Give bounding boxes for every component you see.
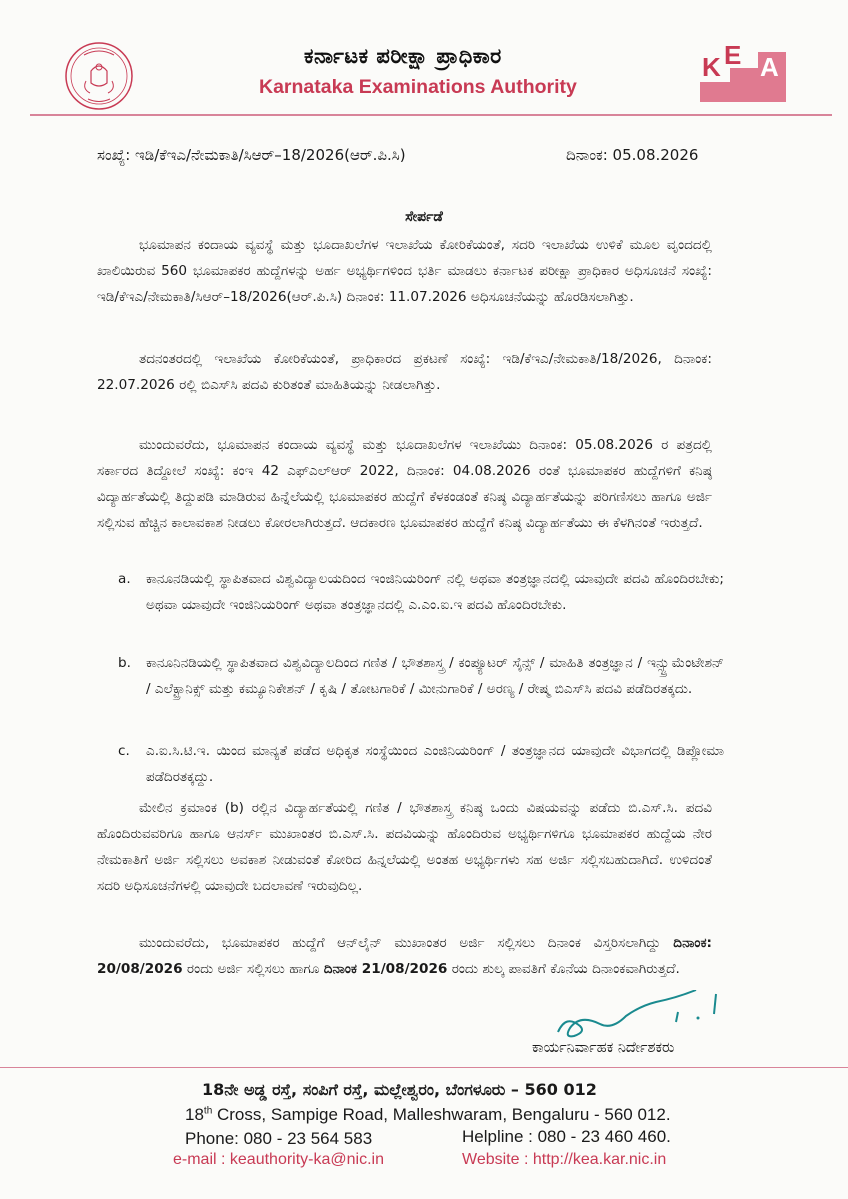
list-item-text: ಕಾನೂನಡಿಯಲ್ಲಿ ಸ್ಥಾಪಿತವಾದ ವಿಶ್ವವಿದ್ಯಾಲಯದಿಂದ ಇಂಜಿನಿಯರಿಂಗ್ ನಲ್ಲಿ ಅಥವಾ ತಂತ್ರಜ್ಞಾನದಲ್ಲಿ ಯಾವುದೇ ಪದವಿ ಹೊಂದಿರಬೇಕು; ಅಥವಾ ಯಾವುದೇ ಇಂಜಿನಿಯರಿಂಗ್ ಅಥವಾ ತಂತ್ರಜ್ಞಾನದಲ್ಲಿ ಎ.ಎಂ.ಐ.ಇ ಪದವಿ ಹೊಂದಿರಬೇಕು. bbox=[146, 571, 724, 613]
kea-logo-icon bbox=[700, 38, 786, 102]
paragraph-5-lead: ಮುಂದುವರೆದು, ಭೂಮಾಪಕರ ಹುದ್ದೆಗೆ ಆನ್‌ಲೈನ್ ಮುಖಾಂತರ ಅರ್ಜಿ ಸಲ್ಲಿಸಲು ದಿನಾಂಕ ವಿಸ್ತರಿಸಲಾಗಿದ್ದು bbox=[139, 935, 674, 951]
list-item bbox=[118, 650, 724, 702]
phone-number: Phone: 080 - 23 564 583 bbox=[185, 1129, 373, 1148]
list-item-marker: a. bbox=[118, 571, 131, 587]
header-rule bbox=[30, 114, 832, 116]
address-english-suffix: th bbox=[203, 1105, 213, 1117]
website-link[interactable]: Website : http://kea.kar.nic.in bbox=[462, 1151, 667, 1168]
paragraph-5-mid: ರಂದು ಅರ್ಜಿ ಸಲ್ಲಿಸಲು ಹಾಗೂ bbox=[182, 961, 324, 977]
list-item-text: ಎ.ಐ.ಸಿ.ಟಿ.ಇ. ಯಿಂದ ಮಾನ್ಯತೆ ಪಡೆದ ಅಧಿಕೃತ ಸಂಸ್ಥೆಯಿಂದ ಎಂಜಿನಿಯರಿಂಗ್ / ತಂತ್ರಜ್ಞಾನದ ಯಾವುದೇ ವಿಭಾಗದಲ್ಲಿ ಡಿಪ್ಲೋಮಾ ಪಡೆದಿರತಕ್ಕದ್ದು. bbox=[146, 743, 724, 785]
svg-text:E: E bbox=[724, 40, 742, 70]
svg-text:A: A bbox=[760, 52, 779, 82]
email-address[interactable]: e-mail : keauthority-ka@nic.in bbox=[173, 1151, 384, 1168]
karnataka-government-seal-icon bbox=[64, 41, 134, 111]
svg-text:K: K bbox=[702, 52, 721, 82]
reference-number: ಸಂಖ್ಯೆ: ಇಡಿ/ಕೆಇಎ/ನೇಮಕಾತಿ/ಸಿಆರ್–18/2026(ಆರ್.ಪಿ.ಸಿ) bbox=[97, 146, 406, 164]
paragraph-1: ಭೂಮಾಪನ ಕಂದಾಯ ವ್ಯವಸ್ಥೆ ಮತ್ತು ಭೂದಾಖಲೆಗಳ ಇಲಾಖೆಯ ಕೋರಿಕೆಯಂತೆ, ಸದರಿ ಇಲಾಖೆಯ ಉಳಿಕೆ ಮೂಲ ವೃಂದದಲ್ಲಿ ಖಾಲಿಯಿರುವ 560 ಭೂಮಾಪಕರ ಹುದ್ದೆಗಳನ್ನು ಅರ್ಹ ಅಭ್ಯರ್ಥಿಗಳಿಂದ ಭರ್ತಿ ಮಾಡಲು ಕರ್ನಾಟಕ ಪರೀಕ್ಷಾ ಪ್ರಾಧಿಕಾರ ಅಧಿಸೂಚನೆ ಸಂಖ್ಯೆ: ಇಡಿ/ಕೆಇಎ/ನೇಮಕಾತಿ/ಸಿಆರ್–18/2026(ಆರ್.ಪಿ.ಸಿ) ದಿನಾಂಕ: 11.07.2026 ಅಧಿಸೂಚನೆಯನ್ನು ಹೊರಡಿಸಲಾಗಿತ್ತು. bbox=[97, 237, 712, 305]
list-item-marker: c. bbox=[118, 743, 130, 759]
address-english-number: 18 bbox=[185, 1105, 204, 1124]
authority-title-english: Karnataka Examinations Authority bbox=[259, 76, 577, 98]
reference-date: ದಿನಾಂಕ: 05.08.2026 bbox=[566, 146, 699, 164]
address-english bbox=[185, 1105, 671, 1125]
helpline-number: Helpline : 080 - 23 460 460. bbox=[462, 1127, 671, 1146]
address-kannada: 18ನೇ ಅಡ್ಡ ರಸ್ತೆ, ಸಂಪಿಗೆ ರಸ್ತೆ, ಮಲ್ಲೇಶ್ವರಂ, ಬೆಂಗಳೂರು – 560 012 bbox=[202, 1080, 597, 1099]
paragraph-4: ಮೇಲಿನ ಕ್ರಮಾಂಕ (b) ರಲ್ಲಿನ ವಿದ್ಯಾರ್ಹತೆಯಲ್ಲಿ ಗಣಿತ / ಭೌತಶಾಸ್ತ್ರ ಕನಿಷ್ಠ ಒಂದು ವಿಷಯವನ್ನು ಪಡೆದು ಬಿ.ಎಸ್.ಸಿ. ಪದವಿ ಹೊಂದಿರುವವರಿಗೂ ಹಾಗೂ ಆನರ್ಸ್ ಮುಖಾಂತರ ಬಿ.ಎಸ್.ಸಿ. ಪದವಿಯನ್ನು ಹೊಂದಿರುವ ಅಭ್ಯರ್ಥಿಗಳಿಗೂ ಭೂಮಾಪಕರ ಹುದ್ದೆಯ ನೇರ ನೇಮಕಾತಿಗೆ ಅರ್ಜಿ ಸಲ್ಲಿಸಲು ಅವಕಾಶ ನೀಡುವಂತೆ ಕೋರಿದ ಹಿನ್ನಲೆಯಲ್ಲಿ ಅಂತಹ ಅಭ್ಯರ್ಥಿಗಳು ಸಹ ಅರ್ಜಿ ಸಲ್ಲಿಸಬಹುದಾಗಿದೆ. ಉಳಿದಂತೆ ಸದರಿ ಅಧಿಸೂಚನೆಗಳಲ್ಲಿ ಯಾವುದೇ ಬದಲಾವಣೆ ಇರುವುದಿಲ್ಲ. bbox=[97, 800, 712, 894]
footer-rule bbox=[0, 1067, 848, 1068]
subject-heading: ಸೇರ್ಪಡೆ bbox=[405, 209, 443, 225]
list-item-marker: b. bbox=[118, 655, 131, 671]
paragraph-2: ತದನಂತರದಲ್ಲಿ ಇಲಾಖೆಯ ಕೋರಿಕೆಯಂತೆ, ಪ್ರಾಧಿಕಾರದ ಪ್ರಕಟಣೆ ಸಂಖ್ಯೆ: ಇಡಿ/ಕೆಇಎ/ನೇಮಕಾತಿ/18/2026, ದಿನಾಂಕ: 22.07.2026 ರಲ್ಲಿ ಬಿಎಸ್‌ಸಿ ಪದವಿ ಕುರಿತಂತೆ ಮಾಹಿತಿಯನ್ನು ನೀಡಲಾಗಿತ್ತು. bbox=[97, 351, 712, 393]
application-deadline: ದಿನಾಂಕ: 20/08/2026 bbox=[97, 935, 712, 977]
list-item bbox=[118, 738, 724, 790]
paragraph-5-tail: ರಂದು ಶುಲ್ಕ ಪಾವತಿಗೆ ಕೊನೆಯ ದಿನಾಂಕವಾಗಿರುತ್ತದೆ. bbox=[447, 961, 680, 977]
list-item bbox=[118, 566, 724, 618]
signatory-title: ಕಾರ್ಯನಿರ್ವಾಹಕ ನಿರ್ದೇಶಕರು bbox=[532, 1040, 675, 1056]
paragraph-3: ಮುಂದುವರೆದು, ಭೂಮಾಪನ ಕಂದಾಯ ವ್ಯವಸ್ಥೆ ಮತ್ತು ಭೂದಾಖಲೆಗಳ ಇಲಾಖೆಯು ದಿನಾಂಕ: 05.08.2026 ರ ಪತ್ರದಲ್ಲಿ ಸರ್ಕಾರದ ತಿದ್ದೋಲೆ ಸಂಖ್ಯೆ: ಕಂಇ 42 ಎಫ್‌ಎಲ್‌ಆರ್ 2022, ದಿನಾಂಕ: 04.08.2026 ರಂತೆ ಭೂಮಾಪಕರ ಹುದ್ದೆಗಳಿಗೆ ಕನಿಷ್ಠ ವಿದ್ಯಾರ್ಹತೆಯಲ್ಲಿ ತಿದ್ದುಪಡಿ ಮಾಡಿರುವ ಹಿನ್ನೆಲೆಯಲ್ಲಿ ಭೂಮಾಪಕರ ಹುದ್ದೆಗೆ ಕೆಳಕಂಡಂತೆ ಕನಿಷ್ಠ ವಿದ್ಯಾರ್ಹತೆಯನ್ನು ಪರಿಗಣಿಸಲು ಹಾಗೂ ಅರ್ಜಿ ಸಲ್ಲಿಸುವ ಹೆಚ್ಚಿನ ಕಾಲಾವಕಾಶ ನೀಡಲು ಕೋರಲಾಗಿರುತ್ತದೆ. ಆದಕಾರಣ ಭೂಮಾಪಕರ ಹುದ್ದೆಗೆ ಕನಿಷ್ಠ ವಿದ್ಯಾರ್ಹತೆಯು ಈ ಕೆಳಗಿನಂತೆ ಇರುತ್ತದೆ. bbox=[97, 437, 712, 531]
address-english-rest: Cross, Sampige Road, Malleshwaram, Bengaluru - 560 012. bbox=[212, 1105, 671, 1124]
paragraph-5 bbox=[97, 930, 712, 982]
list-item-text: ಕಾನೂನಿನಡಿಯಲ್ಲಿ ಸ್ಥಾಪಿತವಾದ ವಿಶ್ವವಿದ್ಯಾಲದಿಂದ ಗಣಿತ / ಭೌತಶಾಸ್ತ್ರ / ಕಂಪ್ಯೂಟರ್ ಸೈನ್ಸ್ / ಮಾಹಿತಿ ತಂತ್ರಜ್ಞಾನ / ಇನ್ಸ್ಟ್ರುಮೆಂಟೇಶನ್ / ಎಲೆಕ್ಟ್ರಾನಿಕ್ಸ್ ಮತ್ತು ಕಮ್ಯೂನಿಕೇಶನ್ / ಕೃಷಿ / ತೋಟಗಾರಿಕೆ / ಮೀನುಗಾರಿಕೆ / ಅರಣ್ಯ / ರೇಷ್ಮ ಬಿಎಸ್‌ಸಿ ಪದವಿ ಪಡೆದಿರತಕ್ಕದು. bbox=[146, 655, 724, 697]
fee-deadline: ದಿನಾಂಕ 21/08/2026 bbox=[323, 961, 448, 977]
authority-title-kannada: ಕರ್ನಾಟಕ ಪರೀಕ್ಷಾ ಪ್ರಾಧಿಕಾರ bbox=[304, 44, 502, 68]
